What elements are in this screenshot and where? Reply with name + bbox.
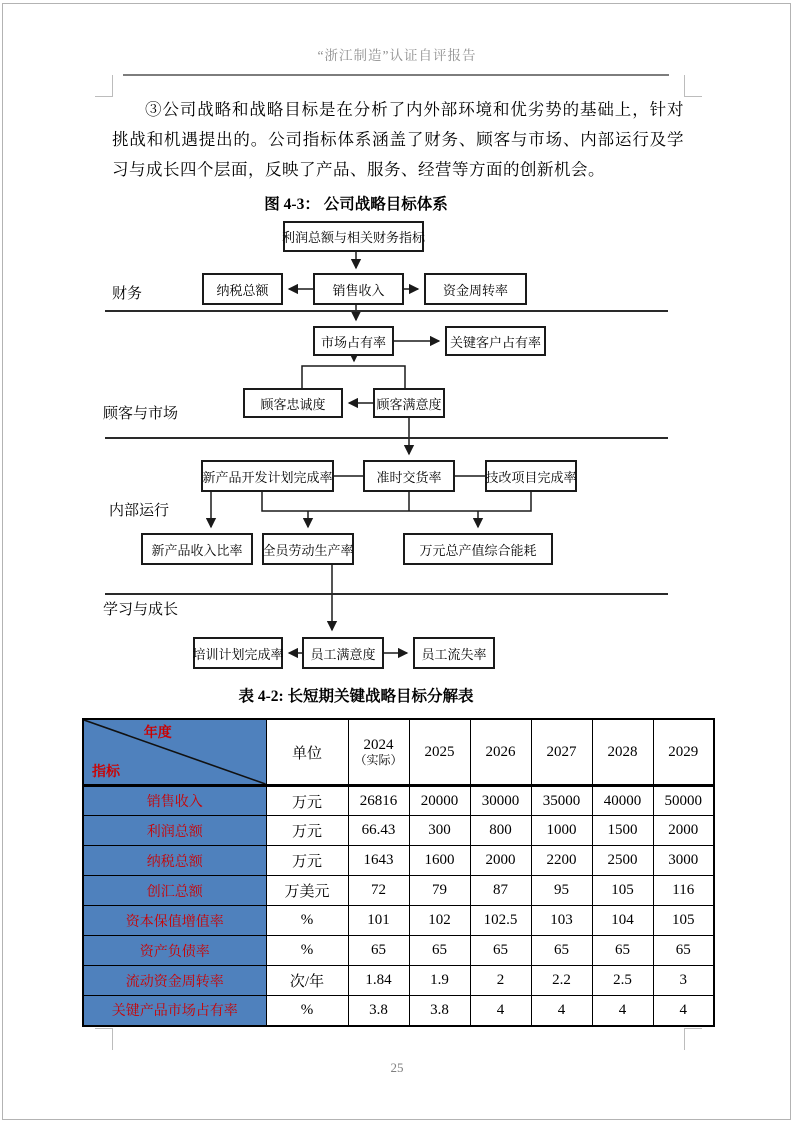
- flow-box-tax-total: 纳税总额: [202, 273, 283, 305]
- value-cell: 95: [531, 876, 592, 906]
- table-row: [83, 996, 714, 1026]
- body-paragraph: ③公司战略和战略目标是在分析了内外部环境和优劣势的基础上，针对挑战和机遇提出的。公司指标体系涵盖了财务、顾客与市场、内部运行及学习与成长四个层面，反映了产品、服务、经营等方面的创新机会。: [112, 100, 684, 179]
- column-label: 2024: [363, 737, 394, 753]
- value-cell: 102: [409, 906, 470, 936]
- unit-cell: 万美元: [266, 876, 348, 906]
- row-label: 纳税总额: [83, 846, 266, 876]
- figure-title: 图 4-3： 公司战略目标体系: [264, 196, 448, 213]
- margin-crop-mark-bottom-right: [684, 1028, 702, 1050]
- value-cell: 65: [348, 936, 409, 966]
- column-label: 单位: [291, 745, 322, 762]
- value-cell: 2200: [531, 846, 592, 876]
- table-row: [83, 906, 714, 936]
- value-cell: 3.8: [348, 996, 409, 1026]
- column-label: 2027: [546, 743, 577, 760]
- value-cell: 65: [409, 936, 470, 966]
- value-cell: 40000: [592, 786, 653, 816]
- unit-cell: %: [266, 906, 348, 936]
- row-label: 创汇总额: [83, 876, 266, 906]
- flow-box-sales-revenue: 销售收入: [313, 273, 404, 305]
- value-cell: 26816: [348, 786, 409, 816]
- value-cell: 4: [653, 996, 714, 1026]
- flow-box-ontime-delivery: 准时交货率: [363, 460, 455, 492]
- flow-box-capital-turnover: 资金周转率: [424, 273, 527, 305]
- value-cell: 104: [592, 906, 653, 936]
- table-row: [83, 846, 714, 876]
- column-header-2025: [409, 719, 470, 786]
- section-label-finance: 财务: [112, 286, 143, 302]
- value-cell: 2500: [592, 846, 653, 876]
- flow-box-training-completion: 培训计划完成率: [193, 637, 283, 669]
- header-rule: [123, 74, 669, 76]
- flow-box-profit-indicators: 利润总额与相关财务指标: [283, 221, 424, 252]
- bracket-customer: [302, 366, 405, 388]
- table-title: 表 4-2: 长短期关键战略目标分解表: [238, 688, 474, 705]
- row-label: 资本保值增值率: [83, 906, 266, 936]
- row-label: 利润总额: [83, 816, 266, 846]
- value-cell: 20000: [409, 786, 470, 816]
- flow-box-newproduct-plan: 新产品开发计划完成率: [201, 460, 334, 492]
- margin-crop-mark-bottom-left: [95, 1028, 113, 1050]
- corner-label-indicator: 指标: [92, 765, 120, 780]
- value-cell: 35000: [531, 786, 592, 816]
- value-cell: 66.43: [348, 816, 409, 846]
- section-label-learning-growth: 学习与成长: [103, 602, 179, 618]
- page-header: “浙江制造”认证自评报告: [317, 48, 477, 63]
- flow-box-customer-loyalty: 顾客忠诚度: [243, 388, 343, 418]
- value-cell: 30000: [470, 786, 531, 816]
- value-cell: 72: [348, 876, 409, 906]
- value-cell: 2: [470, 966, 531, 996]
- row-label: 资产负债率: [83, 936, 266, 966]
- value-cell: 1.84: [348, 966, 409, 996]
- value-cell: 1600: [409, 846, 470, 876]
- page-border-left: [2, 3, 3, 1120]
- value-cell: 65: [592, 936, 653, 966]
- value-cell: 4: [592, 996, 653, 1026]
- column-label: 2029: [668, 743, 699, 760]
- column-header-2026: [470, 719, 531, 786]
- flow-box-employee-satisfaction: 员工满意度: [302, 637, 384, 669]
- table-row: [83, 816, 714, 846]
- column-label: 2025: [424, 743, 455, 760]
- unit-cell: 次/年: [266, 966, 348, 996]
- value-cell: 79: [409, 876, 470, 906]
- value-cell: 1.9: [409, 966, 470, 996]
- value-cell: 2.2: [531, 966, 592, 996]
- value-cell: 2000: [653, 816, 714, 846]
- value-cell: 103: [531, 906, 592, 936]
- page-border-bottom: [2, 1119, 791, 1120]
- column-header-unit: [266, 719, 348, 786]
- value-cell: 65: [470, 936, 531, 966]
- bracket-internal: [262, 492, 531, 511]
- column-header-2027: [531, 719, 592, 786]
- flow-box-newproduct-revenue: 新产品收入比率: [141, 533, 253, 565]
- unit-cell: 万元: [266, 816, 348, 846]
- flow-box-customer-satisfaction: 顾客满意度: [373, 388, 445, 418]
- column-header-2028: [592, 719, 653, 786]
- column-header-2029: [653, 719, 714, 786]
- row-label: 关键产品市场占有率: [83, 996, 266, 1026]
- unit-cell: 万元: [266, 786, 348, 816]
- value-cell: 101: [348, 906, 409, 936]
- column-label: 2028: [607, 743, 638, 760]
- value-cell: 3: [653, 966, 714, 996]
- flow-box-labor-productivity: 全员劳动生产率: [262, 533, 354, 565]
- value-cell: 300: [409, 816, 470, 846]
- unit-cell: 万元: [266, 846, 348, 876]
- column-label: 2026: [485, 743, 516, 760]
- unit-cell: %: [266, 996, 348, 1026]
- section-label-customer-market: 顾客与市场: [103, 406, 179, 422]
- table-row: [83, 786, 714, 816]
- value-cell: 2.5: [592, 966, 653, 996]
- value-cell: 1643: [348, 846, 409, 876]
- value-cell: 105: [592, 876, 653, 906]
- value-cell: 2000: [470, 846, 531, 876]
- margin-crop-mark-top-left: [95, 75, 113, 97]
- corner-cell: [83, 719, 266, 786]
- corner-label-year: 年度: [143, 726, 172, 741]
- table-header-row: [83, 719, 714, 786]
- margin-crop-mark-top-right: [684, 75, 702, 97]
- value-cell: 1500: [592, 816, 653, 846]
- value-cell: 3.8: [409, 996, 470, 1026]
- table-row: [83, 936, 714, 966]
- value-cell: 65: [653, 936, 714, 966]
- goal-decomposition-table: [82, 718, 715, 1027]
- value-cell: 3000: [653, 846, 714, 876]
- value-cell: 116: [653, 876, 714, 906]
- value-cell: 102.5: [470, 906, 531, 936]
- row-label: 流动资金周转率: [83, 966, 266, 996]
- flow-box-upgrade-project: 技改项目完成率: [485, 460, 577, 492]
- value-cell: 50000: [653, 786, 714, 816]
- column-header-2024: [348, 719, 409, 786]
- value-cell: 105: [653, 906, 714, 936]
- row-label: 销售收入: [83, 786, 266, 816]
- section-label-internal-operation: 内部运行: [109, 503, 170, 519]
- value-cell: 87: [470, 876, 531, 906]
- value-cell: 4: [531, 996, 592, 1026]
- flow-box-employee-turnover: 员工流失率: [413, 637, 495, 669]
- flow-box-market-share: 市场占有率: [313, 326, 394, 356]
- page-number: 25: [390, 1060, 404, 1075]
- unit-cell: %: [266, 936, 348, 966]
- value-cell: 1000: [531, 816, 592, 846]
- flow-box-energy-consumption: 万元总产值综合能耗: [403, 533, 553, 565]
- page-border-top: [2, 3, 791, 4]
- value-cell: 65: [531, 936, 592, 966]
- table-row: [83, 876, 714, 906]
- page-border-right: [790, 3, 791, 1120]
- value-cell: 800: [470, 816, 531, 846]
- table-row: [83, 966, 714, 996]
- flow-box-key-customer-share: 关键客户占有率: [445, 326, 546, 356]
- value-cell: 4: [470, 996, 531, 1026]
- column-sublabel: （实际）: [354, 753, 403, 767]
